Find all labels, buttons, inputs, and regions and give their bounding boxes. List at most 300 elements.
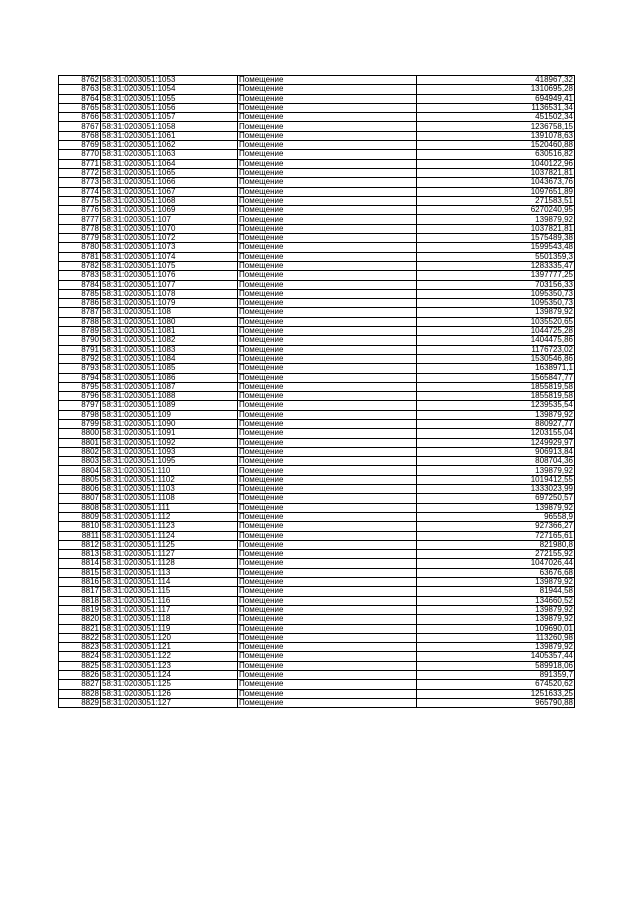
table-row [59, 159, 575, 168]
cadastral-number-cell: 58:31:0203051:1102 [101, 475, 238, 484]
object-type-cell: Помещение [238, 327, 417, 336]
table-row [59, 299, 575, 308]
object-type-cell: Помещение [238, 76, 417, 85]
object-type-cell: Помещение [238, 587, 417, 596]
object-type-cell: Помещение [238, 652, 417, 661]
object-type-cell: Помещение [238, 373, 417, 382]
table-row [59, 494, 575, 503]
cadastral-value-cell: 418967,32 [417, 76, 575, 85]
row-number-cell: 8788 [59, 317, 101, 326]
object-type-cell: Помещение [238, 522, 417, 531]
cadastral-value-cell: 674520,62 [417, 680, 575, 689]
cadastral-number-cell: 58:31:0203051:125 [101, 680, 238, 689]
table-row [59, 178, 575, 187]
cadastral-number-cell: 58:31:0203051:1066 [101, 178, 238, 187]
cadastral-value-cell: 1176723,02 [417, 345, 575, 354]
object-type-cell: Помещение [238, 578, 417, 587]
object-type-cell: Помещение [238, 698, 417, 707]
table-row [59, 643, 575, 652]
row-number-cell: 8813 [59, 550, 101, 559]
cadastral-value-cell: 1043673,76 [417, 178, 575, 187]
cadastral-value-cell: 1040122,96 [417, 159, 575, 168]
object-type-cell: Помещение [238, 671, 417, 680]
cadastral-number-cell: 58:31:0203051:1095 [101, 457, 238, 466]
table-row [59, 85, 575, 94]
object-type-cell: Помещение [238, 215, 417, 224]
row-number-cell: 8794 [59, 373, 101, 382]
cadastral-number-cell: 58:31:0203051:107 [101, 215, 238, 224]
row-number-cell: 8799 [59, 419, 101, 428]
table-row [59, 206, 575, 215]
cadastral-value-cell: 821980,8 [417, 540, 575, 549]
cadastral-value-cell: 1203155,04 [417, 429, 575, 438]
object-type-cell: Помещение [238, 187, 417, 196]
cadastral-number-cell: 58:31:0203051:116 [101, 596, 238, 605]
cadastral-number-cell: 58:31:0203051:1076 [101, 271, 238, 280]
object-type-cell: Помещение [238, 512, 417, 521]
table-row [59, 615, 575, 624]
table-row [59, 345, 575, 354]
table-row [59, 103, 575, 112]
cadastral-number-cell: 58:31:0203051:1070 [101, 224, 238, 233]
row-number-cell: 8796 [59, 392, 101, 401]
object-type-cell: Помещение [238, 299, 417, 308]
table-row [59, 327, 575, 336]
row-number-cell: 8824 [59, 652, 101, 661]
table-row [59, 131, 575, 140]
row-number-cell: 8827 [59, 680, 101, 689]
cadastral-value-cell: 139879,92 [417, 643, 575, 652]
cadastral-number-cell: 58:31:0203051:1087 [101, 382, 238, 391]
object-type-cell: Помещение [238, 168, 417, 177]
object-type-cell: Помещение [238, 633, 417, 642]
table-row [59, 559, 575, 568]
object-type-cell: Помещение [238, 661, 417, 670]
cadastral-number-cell: 58:31:0203051:1065 [101, 168, 238, 177]
cadastral-number-cell: 58:31:0203051:1077 [101, 280, 238, 289]
table-row [59, 76, 575, 85]
row-number-cell: 8822 [59, 633, 101, 642]
cadastral-value-cell: 1310695,28 [417, 85, 575, 94]
cadastral-number-cell: 58:31:0203051:1123 [101, 522, 238, 531]
table-row [59, 280, 575, 289]
object-type-cell: Помещение [238, 224, 417, 233]
row-number-cell: 8802 [59, 447, 101, 456]
object-type-cell: Помещение [238, 103, 417, 112]
row-number-cell: 8768 [59, 131, 101, 140]
cadastral-number-cell: 58:31:0203051:124 [101, 671, 238, 680]
cadastral-number-cell: 58:31:0203051:1080 [101, 317, 238, 326]
table-row [59, 308, 575, 317]
row-number-cell: 8801 [59, 438, 101, 447]
cadastral-value-cell: 271583,51 [417, 196, 575, 205]
row-number-cell: 8780 [59, 243, 101, 252]
cadastral-number-cell: 58:31:0203051:114 [101, 578, 238, 587]
object-type-cell: Помещение [238, 605, 417, 614]
cadastral-value-cell: 1855819,58 [417, 382, 575, 391]
table-row [59, 261, 575, 270]
row-number-cell: 8803 [59, 457, 101, 466]
cadastral-number-cell: 58:31:0203051:1127 [101, 550, 238, 559]
table-row [59, 150, 575, 159]
row-number-cell: 8774 [59, 187, 101, 196]
cadastral-number-cell: 58:31:0203051:1056 [101, 103, 238, 112]
table-row [59, 457, 575, 466]
table-row [59, 698, 575, 707]
object-type-cell: Помещение [238, 354, 417, 363]
row-number-cell: 8773 [59, 178, 101, 187]
table-row [59, 633, 575, 642]
row-number-cell: 8791 [59, 345, 101, 354]
cadastral-number-cell: 58:31:0203051:1064 [101, 159, 238, 168]
cadastral-value-cell: 1565847,77 [417, 373, 575, 382]
cadastral-number-cell: 58:31:0203051:1058 [101, 122, 238, 131]
cadastral-value-cell: 906913,84 [417, 447, 575, 456]
table-row [59, 624, 575, 633]
object-type-cell: Помещение [238, 550, 417, 559]
cadastral-number-cell: 58:31:0203051:1081 [101, 327, 238, 336]
cadastral-number-cell: 58:31:0203051:1093 [101, 447, 238, 456]
object-type-cell: Помещение [238, 271, 417, 280]
object-type-cell: Помещение [238, 494, 417, 503]
row-number-cell: 8776 [59, 206, 101, 215]
row-number-cell: 8804 [59, 466, 101, 475]
table-row [59, 429, 575, 438]
cadastral-number-cell: 58:31:0203051:123 [101, 661, 238, 670]
cadastral-value-cell: 6270240,95 [417, 206, 575, 215]
object-type-cell: Помещение [238, 624, 417, 633]
table-row [59, 252, 575, 261]
object-type-cell: Помещение [238, 447, 417, 456]
cadastral-number-cell: 58:31:0203051:1128 [101, 559, 238, 568]
cadastral-value-cell: 1047026,44 [417, 559, 575, 568]
cadastral-value-cell: 139879,92 [417, 215, 575, 224]
row-number-cell: 8772 [59, 168, 101, 177]
row-number-cell: 8781 [59, 252, 101, 261]
row-number-cell: 8762 [59, 76, 101, 85]
cadastral-number-cell: 58:31:0203051:120 [101, 633, 238, 642]
object-type-cell: Помещение [238, 234, 417, 243]
object-type-cell: Помещение [238, 150, 417, 159]
cadastral-value-cell: 1855819,58 [417, 392, 575, 401]
cadastral-value-cell: 1097651,89 [417, 187, 575, 196]
object-type-cell: Помещение [238, 410, 417, 419]
object-type-cell: Помещение [238, 475, 417, 484]
table-row [59, 587, 575, 596]
row-number-cell: 8765 [59, 103, 101, 112]
row-number-cell: 8783 [59, 271, 101, 280]
table-row [59, 113, 575, 122]
cadastral-value-cell: 113260,98 [417, 633, 575, 642]
object-type-cell: Помещение [238, 280, 417, 289]
cadastral-value-cell: 1397777,25 [417, 271, 575, 280]
cadastral-value-cell: 5501359,3 [417, 252, 575, 261]
cadastral-value-cell: 451502,34 [417, 113, 575, 122]
object-type-cell: Помещение [238, 568, 417, 577]
cadastral-number-cell: 58:31:0203051:1069 [101, 206, 238, 215]
row-number-cell: 8770 [59, 150, 101, 159]
row-number-cell: 8795 [59, 382, 101, 391]
object-type-cell: Помещение [238, 85, 417, 94]
object-type-cell: Помещение [238, 559, 417, 568]
row-number-cell: 8793 [59, 364, 101, 373]
row-number-cell: 8777 [59, 215, 101, 224]
row-number-cell: 8800 [59, 429, 101, 438]
cadastral-number-cell: 58:31:0203051:122 [101, 652, 238, 661]
cadastral-number-cell: 58:31:0203051:1057 [101, 113, 238, 122]
cadastral-value-table [58, 75, 575, 708]
row-number-cell: 8812 [59, 540, 101, 549]
row-number-cell: 8789 [59, 327, 101, 336]
object-type-cell: Помещение [238, 680, 417, 689]
cadastral-value-cell: 808704,36 [417, 457, 575, 466]
table-row [59, 671, 575, 680]
table-row [59, 373, 575, 382]
row-number-cell: 8823 [59, 643, 101, 652]
table-row [59, 419, 575, 428]
row-number-cell: 8817 [59, 587, 101, 596]
cadastral-value-cell: 1520460,88 [417, 141, 575, 150]
table-row [59, 122, 575, 131]
cadastral-number-cell: 58:31:0203051:1061 [101, 131, 238, 140]
table-row [59, 94, 575, 103]
cadastral-value-cell: 1037821,81 [417, 168, 575, 177]
cadastral-number-cell: 58:31:0203051:108 [101, 308, 238, 317]
row-number-cell: 8786 [59, 299, 101, 308]
cadastral-number-cell: 58:31:0203051:1086 [101, 373, 238, 382]
object-type-cell: Помещение [238, 122, 417, 131]
object-type-cell: Помещение [238, 485, 417, 494]
cadastral-number-cell: 58:31:0203051:1089 [101, 401, 238, 410]
cadastral-number-cell: 58:31:0203051:112 [101, 512, 238, 521]
cadastral-number-cell: 58:31:0203051:1083 [101, 345, 238, 354]
row-number-cell: 8764 [59, 94, 101, 103]
object-type-cell: Помещение [238, 419, 417, 428]
row-number-cell: 8782 [59, 261, 101, 270]
row-number-cell: 8787 [59, 308, 101, 317]
object-type-cell: Помещение [238, 336, 417, 345]
object-type-cell: Помещение [238, 531, 417, 540]
cadastral-number-cell: 58:31:0203051:1078 [101, 289, 238, 298]
row-number-cell: 8784 [59, 280, 101, 289]
table-row [59, 141, 575, 150]
table-row [59, 336, 575, 345]
cadastral-value-cell: 1251633,25 [417, 689, 575, 698]
cadastral-number-cell: 58:31:0203051:1075 [101, 261, 238, 270]
cadastral-value-cell: 1638971,1 [417, 364, 575, 373]
object-type-cell: Помещение [238, 401, 417, 410]
table-row [59, 466, 575, 475]
cadastral-value-cell: 1095350,73 [417, 289, 575, 298]
table-body [59, 76, 575, 708]
cadastral-number-cell: 58:31:0203051:109 [101, 410, 238, 419]
cadastral-number-cell: 58:31:0203051:1072 [101, 234, 238, 243]
object-type-cell: Помещение [238, 206, 417, 215]
cadastral-value-cell: 81944,58 [417, 587, 575, 596]
cadastral-number-cell: 58:31:0203051:1085 [101, 364, 238, 373]
cadastral-value-cell: 1405357,44 [417, 652, 575, 661]
table-row [59, 680, 575, 689]
cadastral-value-cell: 697250,57 [417, 494, 575, 503]
table-row [59, 596, 575, 605]
object-type-cell: Помещение [238, 392, 417, 401]
object-type-cell: Помещение [238, 466, 417, 475]
cadastral-value-cell: 1236758,15 [417, 122, 575, 131]
cadastral-number-cell: 58:31:0203051:1068 [101, 196, 238, 205]
table-row [59, 392, 575, 401]
row-number-cell: 8815 [59, 568, 101, 577]
cadastral-value-cell: 1095350,73 [417, 299, 575, 308]
table-row [59, 578, 575, 587]
row-number-cell: 8821 [59, 624, 101, 633]
table-row [59, 485, 575, 494]
cadastral-value-cell: 1404475,86 [417, 336, 575, 345]
cadastral-value-cell: 139879,92 [417, 410, 575, 419]
row-number-cell: 8828 [59, 689, 101, 698]
table-row [59, 401, 575, 410]
cadastral-value-cell: 1333023,99 [417, 485, 575, 494]
object-type-cell: Помещение [238, 689, 417, 698]
table-row [59, 447, 575, 456]
cadastral-number-cell: 58:31:0203051:1063 [101, 150, 238, 159]
cadastral-number-cell: 58:31:0203051:1073 [101, 243, 238, 252]
table-row [59, 531, 575, 540]
row-number-cell: 8798 [59, 410, 101, 419]
cadastral-number-cell: 58:31:0203051:113 [101, 568, 238, 577]
row-number-cell: 8819 [59, 605, 101, 614]
cadastral-value-cell: 1035520,65 [417, 317, 575, 326]
cadastral-value-cell: 1283335,47 [417, 261, 575, 270]
cadastral-value-cell: 1391078,63 [417, 131, 575, 140]
row-number-cell: 8811 [59, 531, 101, 540]
cadastral-value-cell: 727165,61 [417, 531, 575, 540]
cadastral-number-cell: 58:31:0203051:1088 [101, 392, 238, 401]
cadastral-value-cell: 1019412,55 [417, 475, 575, 484]
table-row [59, 289, 575, 298]
row-number-cell: 8792 [59, 354, 101, 363]
object-type-cell: Помещение [238, 317, 417, 326]
object-type-cell: Помещение [238, 252, 417, 261]
table-row [59, 187, 575, 196]
object-type-cell: Помещение [238, 178, 417, 187]
cadastral-number-cell: 58:31:0203051:1108 [101, 494, 238, 503]
cadastral-value-cell: 630516,82 [417, 150, 575, 159]
object-type-cell: Помещение [238, 94, 417, 103]
cadastral-value-cell: 1575489,38 [417, 234, 575, 243]
cadastral-value-cell: 1239535,54 [417, 401, 575, 410]
row-number-cell: 8806 [59, 485, 101, 494]
cadastral-value-cell: 891359,7 [417, 671, 575, 680]
row-number-cell: 8775 [59, 196, 101, 205]
row-number-cell: 8816 [59, 578, 101, 587]
row-number-cell: 8771 [59, 159, 101, 168]
object-type-cell: Помещение [238, 382, 417, 391]
cadastral-value-cell: 1136531,34 [417, 103, 575, 112]
row-number-cell: 8820 [59, 615, 101, 624]
row-number-cell: 8826 [59, 671, 101, 680]
object-type-cell: Помещение [238, 643, 417, 652]
cadastral-number-cell: 58:31:0203051:111 [101, 503, 238, 512]
row-number-cell: 8769 [59, 141, 101, 150]
object-type-cell: Помещение [238, 261, 417, 270]
object-type-cell: Помещение [238, 345, 417, 354]
row-number-cell: 8766 [59, 113, 101, 122]
cadastral-number-cell: 58:31:0203051:1125 [101, 540, 238, 549]
cadastral-value-cell: 694949,41 [417, 94, 575, 103]
table-row [59, 317, 575, 326]
cadastral-number-cell: 58:31:0203051:1079 [101, 299, 238, 308]
row-number-cell: 8809 [59, 512, 101, 521]
cadastral-number-cell: 58:31:0203051:1062 [101, 141, 238, 150]
cadastral-number-cell: 58:31:0203051:118 [101, 615, 238, 624]
cadastral-value-cell: 139879,92 [417, 503, 575, 512]
cadastral-number-cell: 58:31:0203051:1074 [101, 252, 238, 261]
cadastral-number-cell: 58:31:0203051:110 [101, 466, 238, 475]
object-type-cell: Помещение [238, 540, 417, 549]
cadastral-number-cell: 58:31:0203051:1090 [101, 419, 238, 428]
cadastral-value-cell: 965790,88 [417, 698, 575, 707]
table-row [59, 512, 575, 521]
object-type-cell: Помещение [238, 289, 417, 298]
table-row [59, 652, 575, 661]
table-row [59, 522, 575, 531]
table-row [59, 410, 575, 419]
table-row [59, 475, 575, 484]
cadastral-value-cell: 96558,9 [417, 512, 575, 521]
table-row [59, 605, 575, 614]
table-row [59, 540, 575, 549]
cadastral-number-cell: 58:31:0203051:1084 [101, 354, 238, 363]
table-row [59, 568, 575, 577]
cadastral-number-cell: 58:31:0203051:1054 [101, 85, 238, 94]
cadastral-number-cell: 58:31:0203051:1103 [101, 485, 238, 494]
row-number-cell: 8763 [59, 85, 101, 94]
table-row [59, 438, 575, 447]
table-row [59, 364, 575, 373]
cadastral-number-cell: 58:31:0203051:119 [101, 624, 238, 633]
cadastral-value-cell: 1037821,81 [417, 224, 575, 233]
row-number-cell: 8805 [59, 475, 101, 484]
cadastral-value-cell: 1044725,28 [417, 327, 575, 336]
table-row [59, 271, 575, 280]
table-row [59, 224, 575, 233]
object-type-cell: Помещение [238, 243, 417, 252]
table-row [59, 503, 575, 512]
table-row [59, 382, 575, 391]
object-type-cell: Помещение [238, 196, 417, 205]
object-type-cell: Помещение [238, 615, 417, 624]
row-number-cell: 8785 [59, 289, 101, 298]
row-number-cell: 8825 [59, 661, 101, 670]
row-number-cell: 8818 [59, 596, 101, 605]
cadastral-value-cell: 589918,06 [417, 661, 575, 670]
cadastral-value-cell: 272155,92 [417, 550, 575, 559]
row-number-cell: 8829 [59, 698, 101, 707]
cadastral-value-cell: 139879,92 [417, 308, 575, 317]
cadastral-number-cell: 58:31:0203051:121 [101, 643, 238, 652]
cadastral-value-cell: 139879,92 [417, 605, 575, 614]
object-type-cell: Помещение [238, 429, 417, 438]
object-type-cell: Помещение [238, 596, 417, 605]
table-row [59, 661, 575, 670]
cadastral-value-cell: 139879,92 [417, 578, 575, 587]
object-type-cell: Помещение [238, 503, 417, 512]
cadastral-value-cell: 1599543,48 [417, 243, 575, 252]
row-number-cell: 8814 [59, 559, 101, 568]
cadastral-value-cell: 880927,77 [417, 419, 575, 428]
row-number-cell: 8767 [59, 122, 101, 131]
cadastral-number-cell: 58:31:0203051:1124 [101, 531, 238, 540]
